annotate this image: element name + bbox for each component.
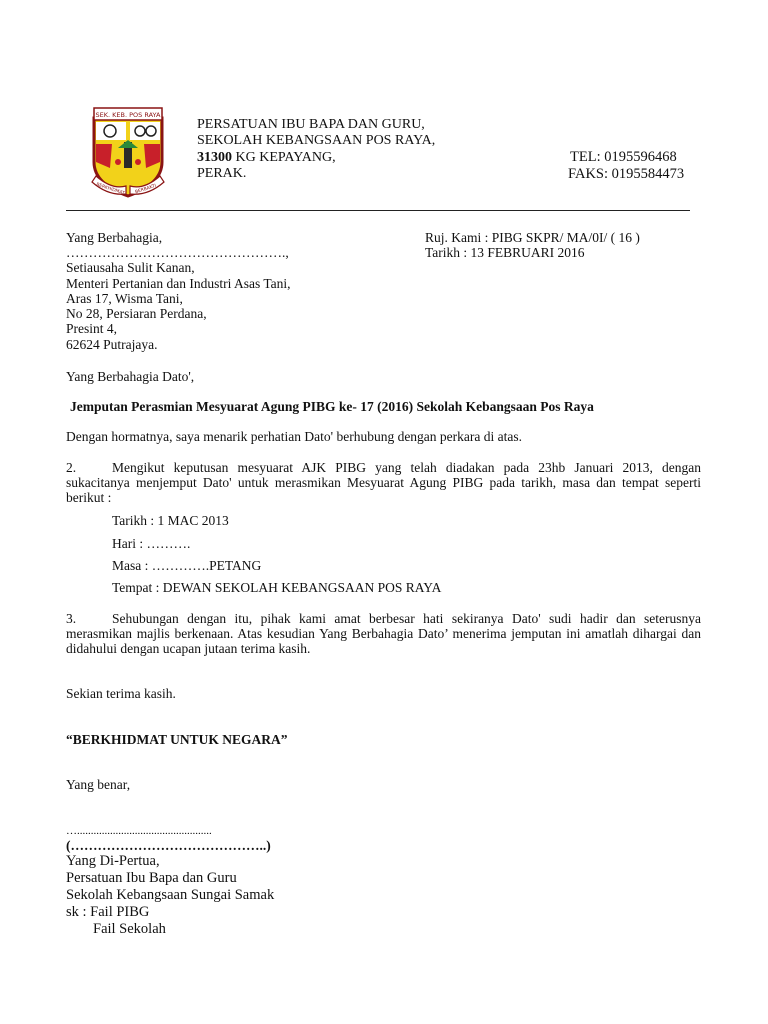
signatory-name: (……………………………………..) xyxy=(66,838,271,853)
letterhead-line-4: PERAK. xyxy=(197,166,247,181)
school-crest-logo xyxy=(90,104,166,200)
recipient-dots: …………………………………………., xyxy=(66,245,289,260)
recipient-line: Menteri Pertanian dan Industri Asas Tani, xyxy=(66,276,291,291)
recipient-line: Setiausaha Sulit Kanan, xyxy=(66,260,195,275)
signatory-org-1: Persatuan Ibu Bapa dan Guru xyxy=(66,870,237,886)
subject-line: Jemputan Perasmian Mesyuarat Agung PIBG ke- 17 (2016) Sekolah Kebangsaan Pos Raya xyxy=(70,399,594,414)
motto: “BERKHIDMAT UNTUK NEGARA” xyxy=(66,732,288,747)
event-time: Masa : ………….PETANG xyxy=(112,558,262,573)
paragraph-3-first-line: Sehubungan dengan itu, pihak kami amat berbesar hati sekiranya Dato' sudi hadir dan seterusnya xyxy=(112,611,701,626)
paragraph-3-body: merasmikan majlis berkenaan. Atas kesudian Yang Berbahagia Dato’ menerima jemputan ini amatlah dihargai dan didahului dengan ucapan jutaan terima kasih. xyxy=(66,626,701,656)
postcode: 31300 xyxy=(197,150,232,165)
opening-paragraph: Dengan hormatnya, saya menarik perhatian Dato' berhubung dengan perkara di atas. xyxy=(66,429,523,444)
paragraph-2-number: 2. xyxy=(66,460,77,475)
recipient-line: Aras 17, Wisma Tani, xyxy=(66,291,183,306)
reference-number: Ruj. Kami : PIBG SKPR/ MA/0I/ ( 16 ) xyxy=(425,230,640,245)
cc-line-2: Fail Sekolah xyxy=(93,921,166,937)
paragraph-2-first-line: Mengikut keputusan mesyuarat AJK PIBG yang telah diadakan pada 23hb Januari 2013, dengan xyxy=(112,460,701,475)
letterhead-line-2: SEKOLAH KEBANGSAAN POS RAYA, xyxy=(197,133,436,148)
svg-text:BERKHIDMAT: BERKHIDMAT xyxy=(95,182,125,197)
fax: FAKS: 0195584473 xyxy=(568,166,685,182)
signatory-title: Yang Di-Pertua, xyxy=(66,853,160,869)
paragraph-2-body: sukacitanya menjemput Dato' untuk merasmikan Mesyuarat Agung PIBG pada tarikh, masa dan tempat seperti berikut : xyxy=(66,475,701,505)
cc-line-1: sk : Fail PIBG xyxy=(66,904,150,920)
signatory-org-2: Sekolah Kebangsaan Sungai Samak xyxy=(66,887,275,903)
recipient-salutation: Yang Berbahagia, xyxy=(66,230,163,245)
event-venue: Tempat : DEWAN SEKOLAH KEBANGSAAN POS RAYA xyxy=(112,580,442,595)
telephone: TEL: 0195596468 xyxy=(570,149,677,165)
recipient-line: 62624 Putrajaya. xyxy=(66,337,158,352)
town: KG KEPAYANG, xyxy=(232,150,336,165)
letterhead-line-3 xyxy=(197,150,336,166)
recipient-line: Presint 4, xyxy=(66,321,118,336)
event-date: Tarikh : 1 MAC 2013 xyxy=(112,513,229,528)
svg-text:SEK. KEB. POS RAYA: SEK. KEB. POS RAYA xyxy=(95,111,161,119)
header-divider xyxy=(66,210,690,211)
greeting: Yang Berbahagia Dato', xyxy=(66,369,195,384)
paragraph-3-number: 3. xyxy=(66,611,77,626)
yang-benar: Yang benar, xyxy=(66,777,131,792)
svg-text:BERBAKTI: BERBAKTI xyxy=(134,183,158,196)
event-day: Hari : ………. xyxy=(112,536,191,551)
letterhead-line-1: PERSATUAN IBU BAPA DAN GURU, xyxy=(197,117,425,132)
recipient-line: No 28, Persiaran Perdana, xyxy=(66,306,207,321)
reference-date: Tarikh : 13 FEBRUARI 2016 xyxy=(425,245,585,260)
closing: Sekian terima kasih. xyxy=(66,686,176,701)
signature-line: …................................................. xyxy=(66,825,212,837)
